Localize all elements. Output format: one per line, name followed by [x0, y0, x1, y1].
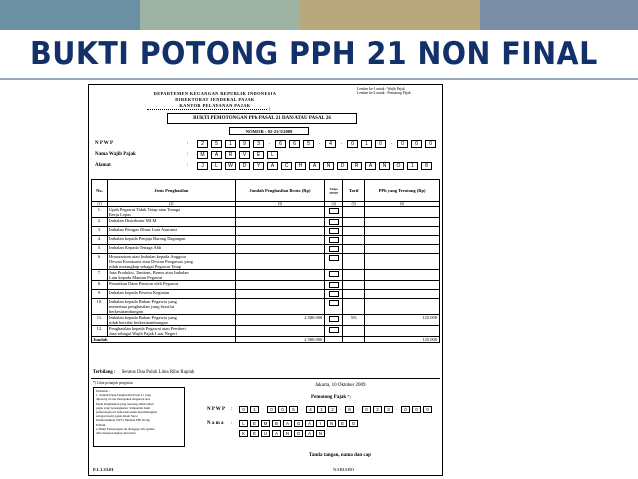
char-box: N — [316, 430, 325, 437]
char-box: G — [294, 430, 303, 437]
nama-label: Nama Wajib Pajak — [95, 152, 136, 157]
char-box: 8 — [421, 162, 432, 170]
npwp2-label: N P W P — [207, 407, 226, 412]
checkbox[interactable] — [329, 228, 339, 234]
char-box: R — [225, 151, 236, 159]
table-row: 4. Imbalan kepada Penjaja Barang Dagangan — [92, 236, 440, 245]
npwp-boxes — [197, 140, 436, 148]
col-tarif: Tarif — [343, 180, 365, 202]
char-box: E — [253, 151, 264, 159]
place-date: Jakarta, 10 Oktober 2009 — [315, 383, 366, 388]
char-box: J — [197, 162, 208, 170]
footer-mid: NABIAHO — [333, 467, 355, 472]
char-box: A — [305, 430, 314, 437]
nama2-label: N a m a — [207, 421, 224, 426]
char-box: 0 — [278, 406, 287, 413]
char-box: 0 — [397, 140, 408, 148]
char-box: E — [250, 420, 259, 427]
char-box: V — [239, 151, 250, 159]
checkbox[interactable] — [329, 327, 339, 333]
nama-boxes — [197, 151, 278, 159]
char-box: E — [250, 430, 259, 437]
char-box: 1 — [407, 162, 418, 170]
nama2-colon: : — [231, 421, 233, 426]
char-box: 5 — [303, 140, 314, 148]
divider-line — [91, 378, 440, 379]
alamat-colon: : — [187, 163, 189, 168]
nama-colon: : — [187, 152, 189, 157]
col-tanpa-npwp: Tanpa NPWP — [325, 180, 343, 202]
char-box: H — [295, 162, 306, 170]
char-box: 0 — [362, 406, 371, 413]
footnote: *) Lihat petunjuk pengisian — [93, 381, 133, 385]
table-row: 2. Imbalan Distributor MLM — [92, 218, 440, 227]
copy-note: Lembar ke-1 untuk : Wajib Pajak Lembar ke-2 untuk : Pemotong Pajak — [357, 87, 411, 96]
char-box: 3 — [253, 140, 264, 148]
char-box: G — [349, 420, 358, 427]
char-box: . — [396, 406, 398, 411]
signature-label: Tanda tangan, nama dan cap — [309, 453, 371, 458]
col-no: No. — [92, 180, 108, 202]
char-box: 1 — [361, 140, 372, 148]
char-box: 1 — [250, 406, 259, 413]
char-box: D — [337, 162, 348, 170]
char-box: A — [211, 151, 222, 159]
char-box: 9 — [239, 140, 250, 148]
checkbox[interactable] — [329, 271, 339, 277]
char-box: G — [294, 420, 303, 427]
char-box: U — [261, 430, 270, 437]
table-row: 3. Imbalan Petugas Dinas Luar Asuransi — [92, 227, 440, 236]
char-box: L — [239, 420, 248, 427]
table-row: 6. Honorarium atau Imbalan kepada Anggota Dewan Komisaris atau Dewan Pengawas yang tidak merangkap sebagai Pegawai Tetap — [92, 254, 440, 270]
char-box: 1 — [225, 140, 236, 148]
table-row: 12. Penghasilan kepada Pegawai atau Pemberi Jasa sebagai Wajib Pajak Luar Negeri — [92, 326, 440, 337]
char-box: A — [309, 162, 320, 170]
char-box: A — [365, 162, 376, 170]
title-divider — [0, 78, 638, 80]
char-box: . — [357, 406, 359, 411]
npwp2-colon: : — [231, 407, 233, 412]
index-row: (1) (2) (3) (4) (5) (6) — [92, 202, 440, 207]
char-box: 2 — [373, 406, 382, 413]
char-box: 0 — [411, 140, 422, 148]
table-row: 10. Imbalan kepada Bukan Pegawai yang menerima penghasilan yang bersifat berkesinambungan — [92, 299, 440, 315]
total-row: Jumlah 2.500.000 125.000 — [92, 337, 440, 343]
col-bruto: Jumlah Penghasilan Bruto (Rp) — [235, 180, 325, 202]
table-row: 1. Upah Pegawai Tidak Tetap atau Tenaga Kerja Lepas — [92, 207, 440, 218]
char-box: 6 — [275, 140, 286, 148]
checkbox[interactable] — [329, 282, 339, 288]
char-box: B — [272, 420, 281, 427]
char-box: N — [323, 162, 334, 170]
form-code: F.1.1.33.01 — [93, 467, 114, 472]
alamat-boxes — [197, 162, 432, 170]
char-box: K — [239, 430, 248, 437]
char-box: 0 — [347, 140, 358, 148]
table-row: 5. Imbalan Kepada Tenaga Ahli — [92, 245, 440, 254]
char-box: . — [262, 406, 264, 411]
char-box: . — [390, 140, 393, 146]
table-row: 8. Penarikan Dana Pensiun oleh Pegawai — [92, 281, 440, 290]
decorative-strip — [0, 0, 638, 30]
char-box: N — [379, 162, 390, 170]
char-box: . — [268, 140, 271, 146]
char-box: . — [318, 140, 321, 146]
char-box: 2 — [197, 140, 208, 148]
char-box: 0 — [375, 140, 386, 148]
nama2-line2-boxes — [239, 430, 325, 437]
char-box: E — [338, 420, 347, 427]
char-box: L — [211, 162, 222, 170]
checkbox[interactable] — [329, 316, 339, 322]
char-box: R — [351, 162, 362, 170]
col-jenis: Jenis Penghasilan — [107, 180, 235, 202]
char-box: A — [272, 430, 281, 437]
char-box: C — [281, 162, 292, 170]
checkbox[interactable] — [329, 208, 339, 214]
char-box: 1 — [317, 406, 326, 413]
char-box: 0 — [239, 406, 248, 413]
char-box: I — [316, 420, 325, 427]
char-box: A — [267, 162, 278, 170]
char-box: 8 — [345, 406, 354, 413]
char-box: 4 — [306, 406, 315, 413]
checkbox[interactable] — [329, 300, 339, 306]
char-box: 3 — [384, 406, 393, 413]
slide-header-bar — [0, 0, 638, 32]
alamat-label: Alamat — [95, 163, 111, 168]
char-box: W — [225, 162, 236, 170]
char-box: . — [340, 406, 342, 411]
char-box: 0 — [423, 406, 432, 413]
char-box: 4 — [325, 140, 336, 148]
tax-form-document — [88, 84, 443, 476]
char-box: 2 — [328, 406, 337, 413]
col-pph: PPh yang Terutang (Rp) — [365, 180, 440, 202]
char-box: O — [393, 162, 404, 170]
kpp-suffix: ) — [269, 106, 271, 111]
char-box: M — [261, 420, 270, 427]
char-box: 5 — [211, 140, 222, 148]
char-box: A — [283, 420, 292, 427]
perhatian-box: Perhatian : 1. Jumlah Pajak Penghasilan Pasal 21 yang dipotong di atas merupakan Angsuran atas Pajak Penghasilan yang terutang untuk tahun pajak yang bersangkutan. Simpanlah bukti pemotongan ini baik-baik untuk diperhitungkan sebagai kredit pajak dalam Surat Pemberitahuan (SPT) Tahunan PPh Orang Pribadi. 2. Bukti Pemotongan ini dianggap sah apabila diisi dengan lengkap dan benar. — [93, 387, 185, 447]
npwp-colon: : — [187, 141, 189, 146]
char-box: . — [340, 140, 343, 146]
kpp-dotted-line — [147, 109, 267, 110]
char-box: A — [305, 420, 314, 427]
table-row: 9. Imbalan kepada Peserta Kegiatan — [92, 290, 440, 299]
table-row: 7. Jasa Produksi, Tantiem, Bonus atau Imbalan Lain kepada Mantan Pegawai — [92, 270, 440, 281]
checkbox[interactable] — [329, 246, 339, 252]
pemotong-label: Pemotong Pajak *) — [311, 395, 351, 400]
char-box: 0 — [267, 406, 276, 413]
char-box: . — [301, 406, 303, 411]
document-number: NOMOR : 02-21/3/2009 — [229, 127, 309, 135]
char-box: M — [197, 151, 208, 159]
char-box: 6 — [289, 140, 300, 148]
income-table — [91, 179, 440, 343]
slide-title: BUKTI POTONG PPH 21 NON FINAL — [30, 36, 598, 72]
char-box: N — [327, 420, 336, 427]
nama2-line1-boxes — [239, 420, 358, 427]
char-box: D — [239, 162, 250, 170]
terbilang: Terbilang : Seratus Dua Puluh Lima Ribu Rupiah — [93, 370, 195, 375]
char-box: Y — [253, 162, 264, 170]
checkbox[interactable] — [329, 237, 339, 243]
checkbox[interactable] — [329, 291, 339, 297]
char-box: 0 — [425, 140, 436, 148]
checkbox[interactable] — [329, 219, 339, 225]
document-title: BUKTI PEMOTONGAN PPh PASAL 21 DAN/ATAU PASAL 26 — [167, 113, 357, 124]
npwp-label: N P W P — [95, 141, 114, 146]
table-row: 11. Imbalan kepada Bukan Pegawai yang tidak bersifat berkesinambungan 2.500.000 5% 125.000 — [92, 315, 440, 326]
char-box: 5 — [289, 406, 298, 413]
char-box: L — [267, 151, 278, 159]
char-box: 0 — [412, 406, 421, 413]
char-box: N — [283, 430, 292, 437]
checkbox[interactable] — [329, 255, 339, 261]
char-box: 0 — [401, 406, 410, 413]
department-header: DEPARTEMEN KEUANGAN REPUBLIK INDONESIA DIREKTORAT JENDERAL PAJAK KANTOR PELAYANAN PAJAK — [153, 91, 277, 108]
npwp2-boxes — [239, 406, 432, 413]
